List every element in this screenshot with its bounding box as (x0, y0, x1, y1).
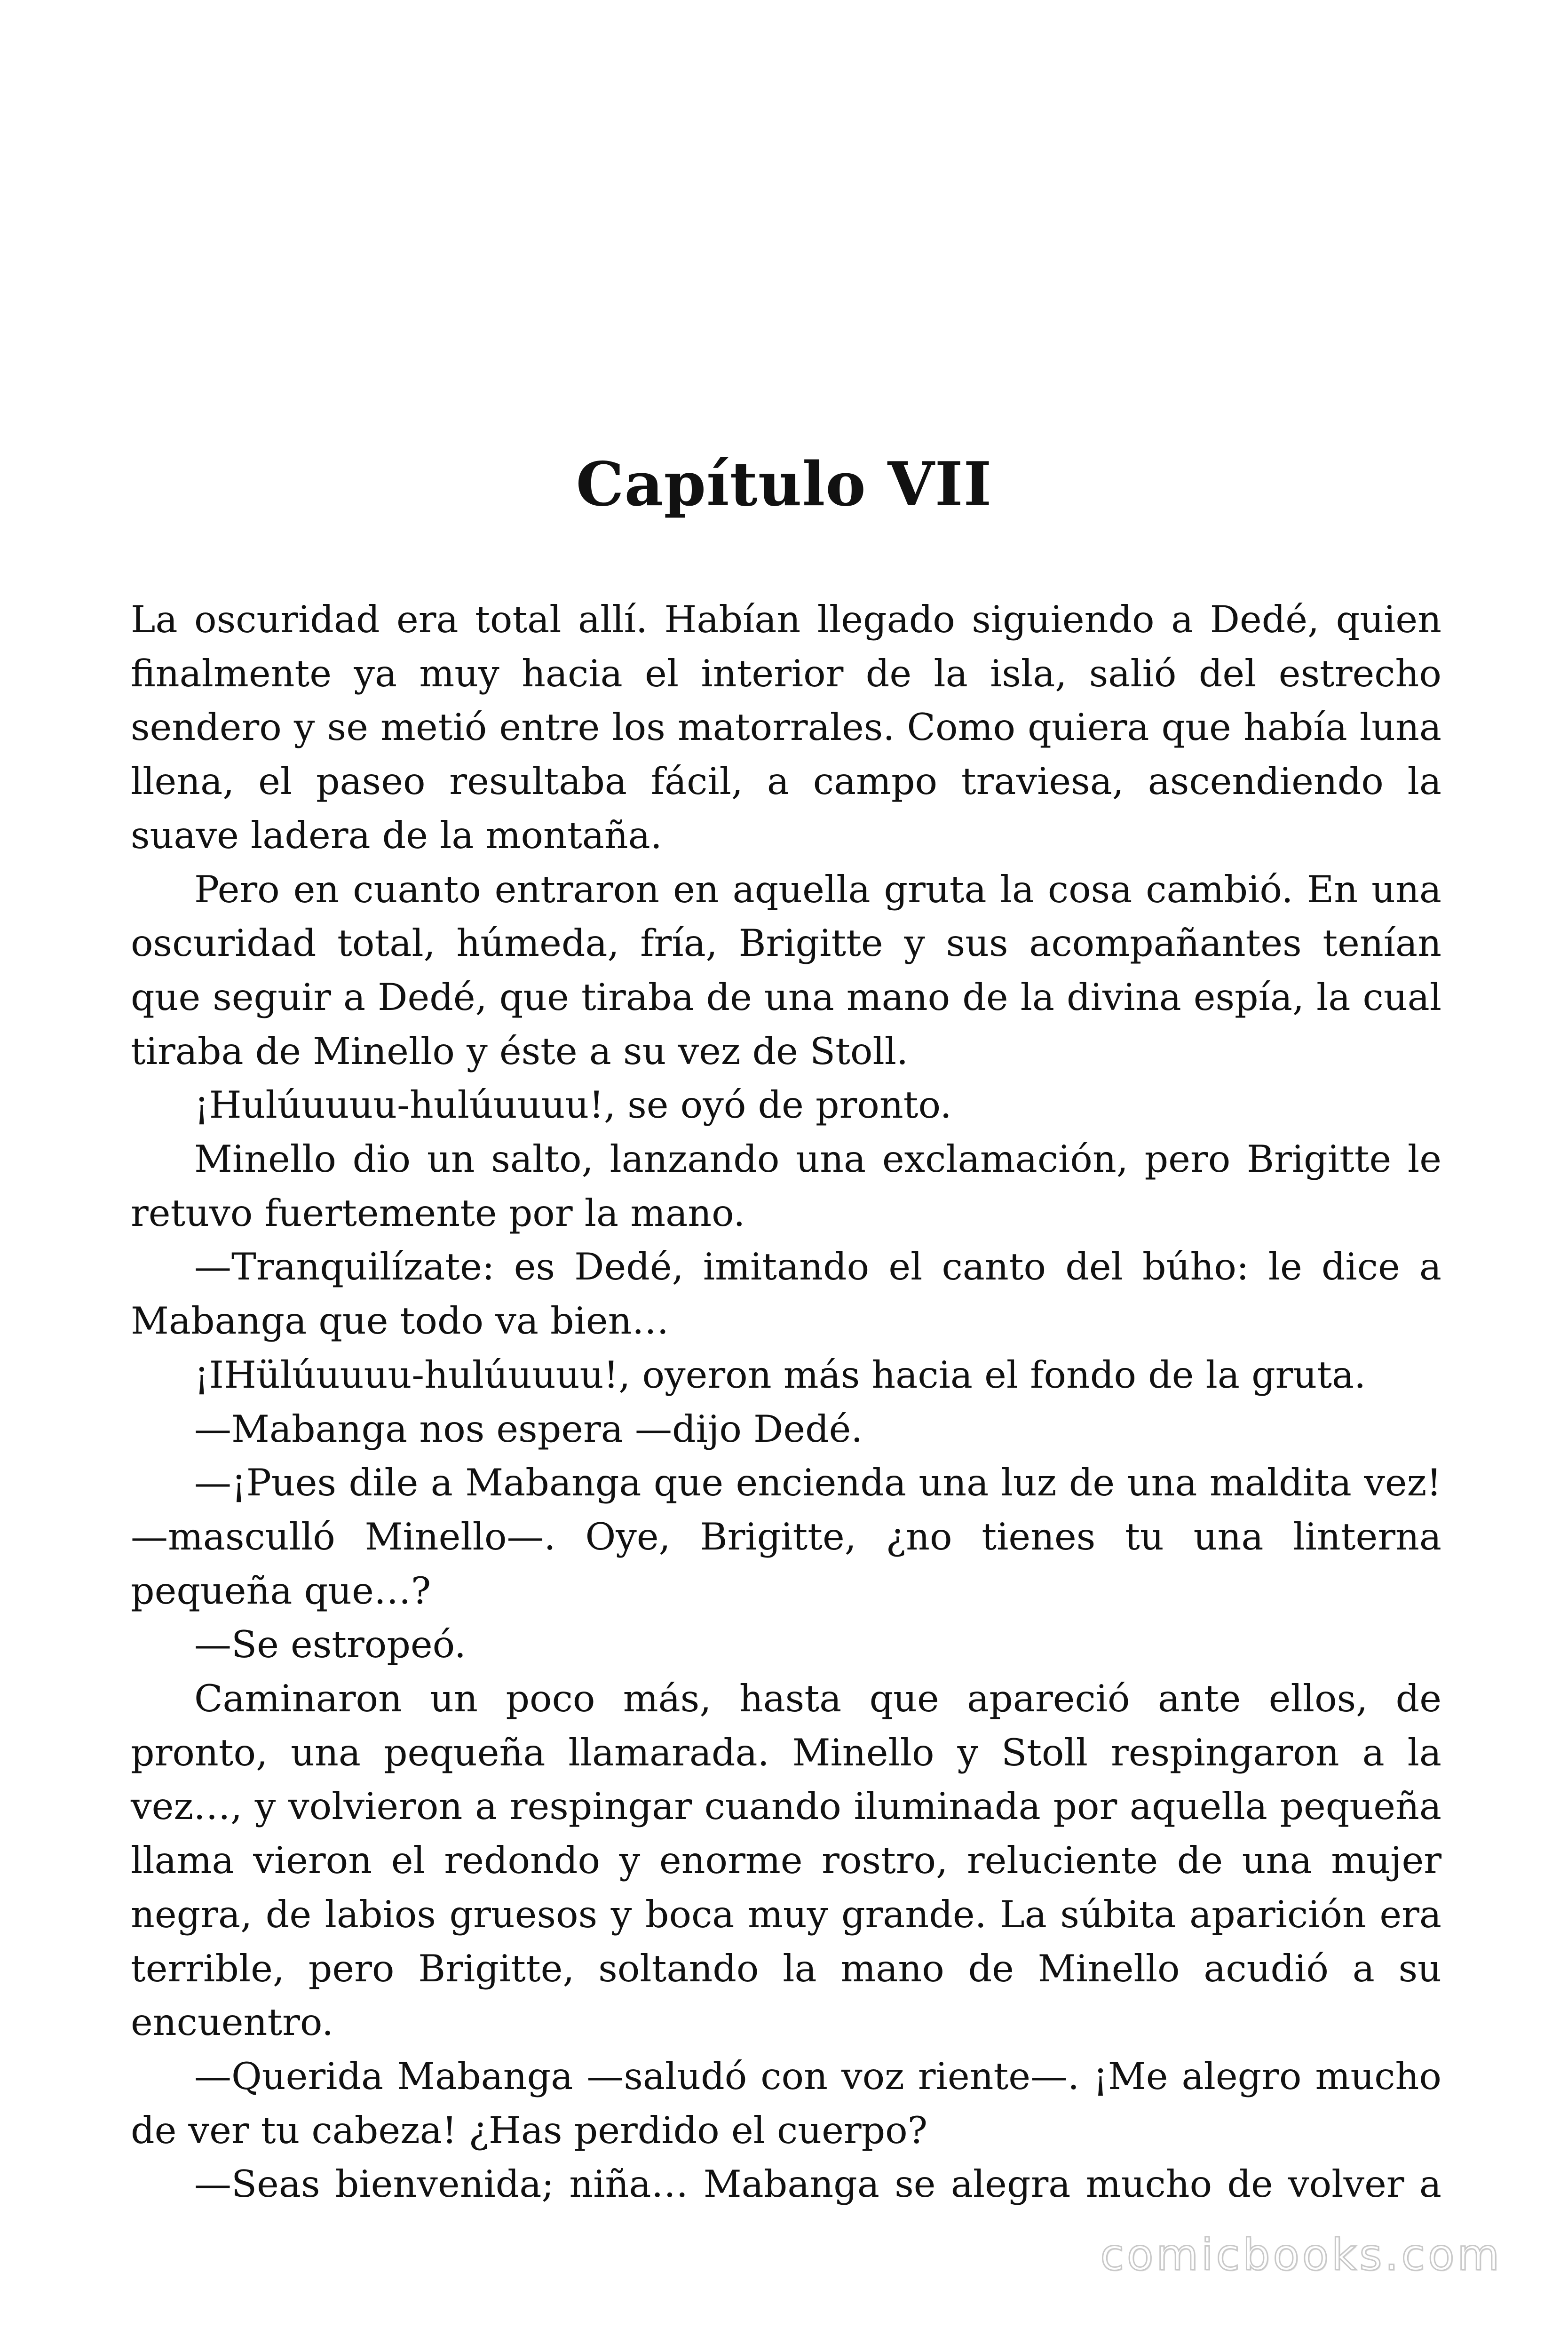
paragraph: —Tranquilízate: es Dedé, imitando el canto del búho: le dice a Mabanga que todo va bien… (131, 1245, 1441, 1343)
paragraph: —Se estropeó. (194, 1623, 466, 1667)
paragraph: Minello dio un salto, lanzando una exclamación, pero Brigitte le retuvo fuertemente por la mano. (131, 1137, 1441, 1235)
paragraph: La oscuridad era total allí. Habían llegado siguiendo a Dedé, quien finalmente ya muy hacia el interior de la isla, salió del estrecho sendero y se metió entre los matorrales. Como quiera que había luna llena, el paseo resultaba fácil, a campo traviesa, ascendiendo la suave ladera de la montaña. (131, 598, 1441, 857)
chapter-title: Capítulo VII (576, 449, 992, 520)
paragraph: —Querida Mabanga —saludó con voz riente—. ¡Me alegro mucho de ver tu cabeza! ¿Has perdido el cuerpo? (131, 2054, 1441, 2152)
paragraph: —Seas bienvenida; niña… Mabanga se alegra mucho de volver a (194, 2162, 1441, 2206)
paragraph: —Mabanga nos espera —dijo Dedé. (194, 1407, 863, 1451)
paragraph: ¡IHülúuuuu-hulúuuuu!, oyeron más hacia el fondo de la gruta. (194, 1353, 1366, 1397)
chapter-body (131, 593, 1441, 2211)
paragraph: —¡Pues dile a Mabanga que encienda una luz de una maldita vez! —masculló Minello—. Oye, Brigitte, ¿no tienes tu una linterna pequeña que…? (131, 1461, 1441, 1613)
paragraph: Caminaron un poco más, hasta que apareció ante ellos, de pronto, una pequeña llamarada. Minello y Stoll respingaron a la vez…, y volvieron a respingar cuando iluminada por aquella pequeña llama vieron el redondo y enorme rostro, reluciente de una mujer negra, de labios gruesos y boca muy grande. La súbita aparición era terrible, pero Brigitte, soltando la mano de Minello acudió a su encuentro. (131, 1677, 1441, 2044)
paragraph: Pero en cuanto entraron en aquella gruta la cosa cambió. En una oscuridad total, húmeda, fría, Brigitte y sus acompañantes tenían que seguir a Dedé, que tiraba de una mano de la divina espía, la cual tiraba de Minello y éste a su vez de Stoll. (131, 867, 1441, 1073)
paragraph: ¡Hulúuuuu-hulúuuuu!, se oyó de pronto. (194, 1083, 952, 1127)
watermark: comicbooks.com (1100, 2230, 1502, 2280)
